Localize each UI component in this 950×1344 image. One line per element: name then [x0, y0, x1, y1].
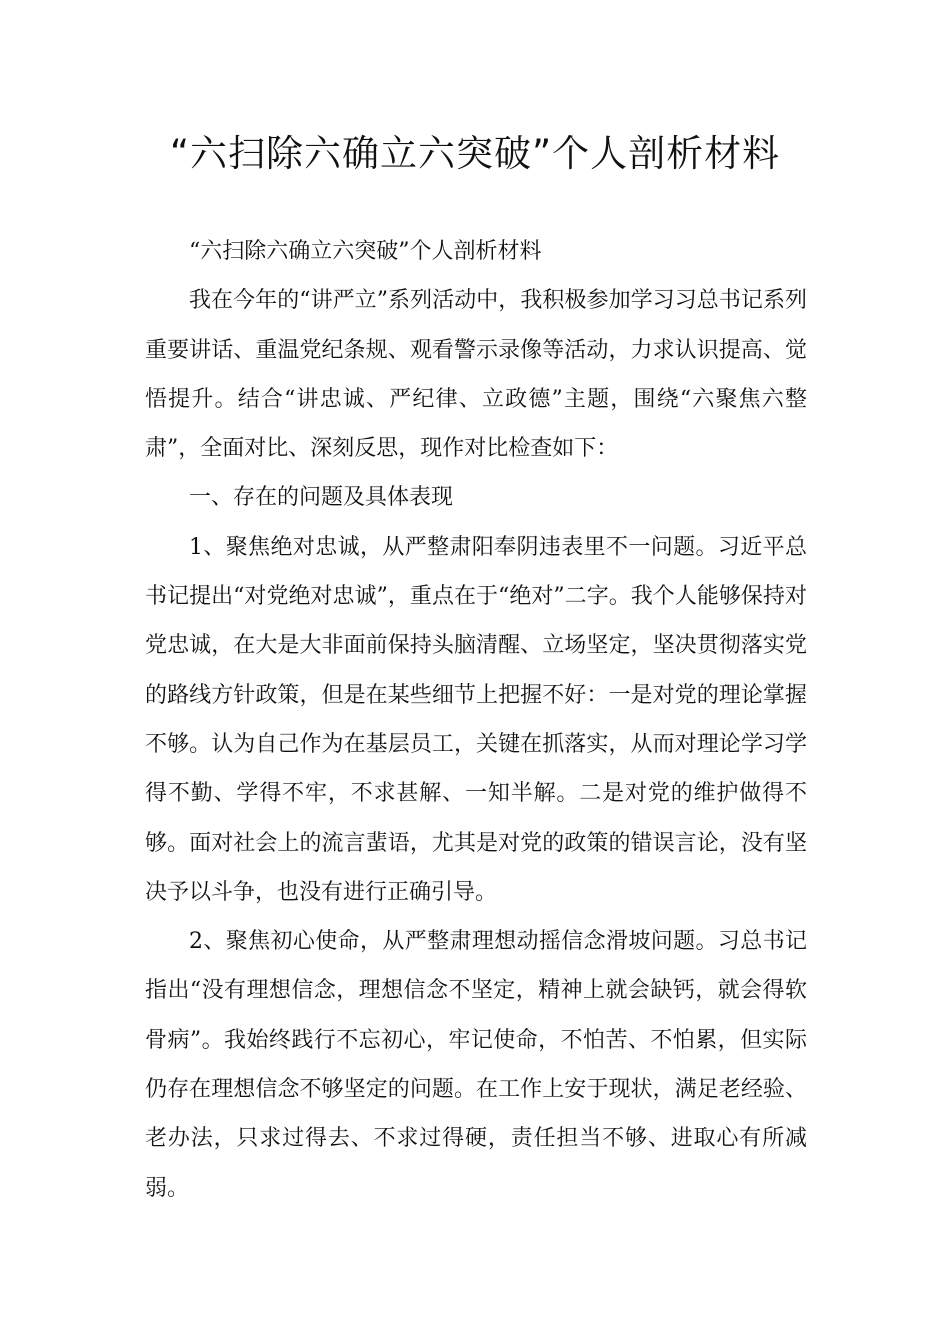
document-body: [145, 227, 807, 1213]
paragraph-item-2: 2、聚焦初心使命，从严整肃理想动摇信念滑坡问题。习总书记指出“没有理想信念，理想信念不坚定，精神上就会缺钙，就会得软骨病”。我始终践行不忘初心，牢记使命，不怕苦、不怕累，但实际仍存在理想信念不够坚定的问题。在工作上安于现状，满足老经验、老办法，只求过得去、不求过得硬，责任担当不够、进取心有所减弱。: [145, 929, 807, 1201]
document-title: “六扫除六确立六突破”个人剖析材料: [169, 132, 781, 175]
paragraph-item-1: 1、聚焦绝对忠诚，从严整肃阳奉阴违表里不一问题。习近平总书记提出“对党绝对忠诚”，重点在于“绝对”二字。我个人能够保持对党忠诚，在大是大非面前保持头脑清醒、立场坚定，坚决贯彻落实党的路线方针政策，但是在某些细节上把握不好：一是对党的理论掌握不够。认为自己作为在基层员工，关键在抓落实，从而对理论学习学得不勤、学得不牢，不求甚解、一知半解。二是对党的维护做得不够。面对社会上的流言蜚语，尤其是对党的政策的错误言论，没有坚决予以斗争，也没有进行正确引导。: [145, 534, 807, 905]
section-heading: 一、存在的问题及具体表现: [189, 485, 454, 511]
subtitle-paragraph: “六扫除六确立六突破”个人剖析材料: [189, 239, 542, 264]
intro-paragraph: 我在今年的“讲严立”系列活动中，我积极参加学习习总书记系列重要讲话、重温党纪条规、观看警示录像等活动，力求认识提高、觉悟提升。结合“讲忠诚、严纪律、立政德”主题，围绕“六聚焦六整肃”，全面对比、深刻反思，现作对比检查如下：: [145, 288, 807, 462]
